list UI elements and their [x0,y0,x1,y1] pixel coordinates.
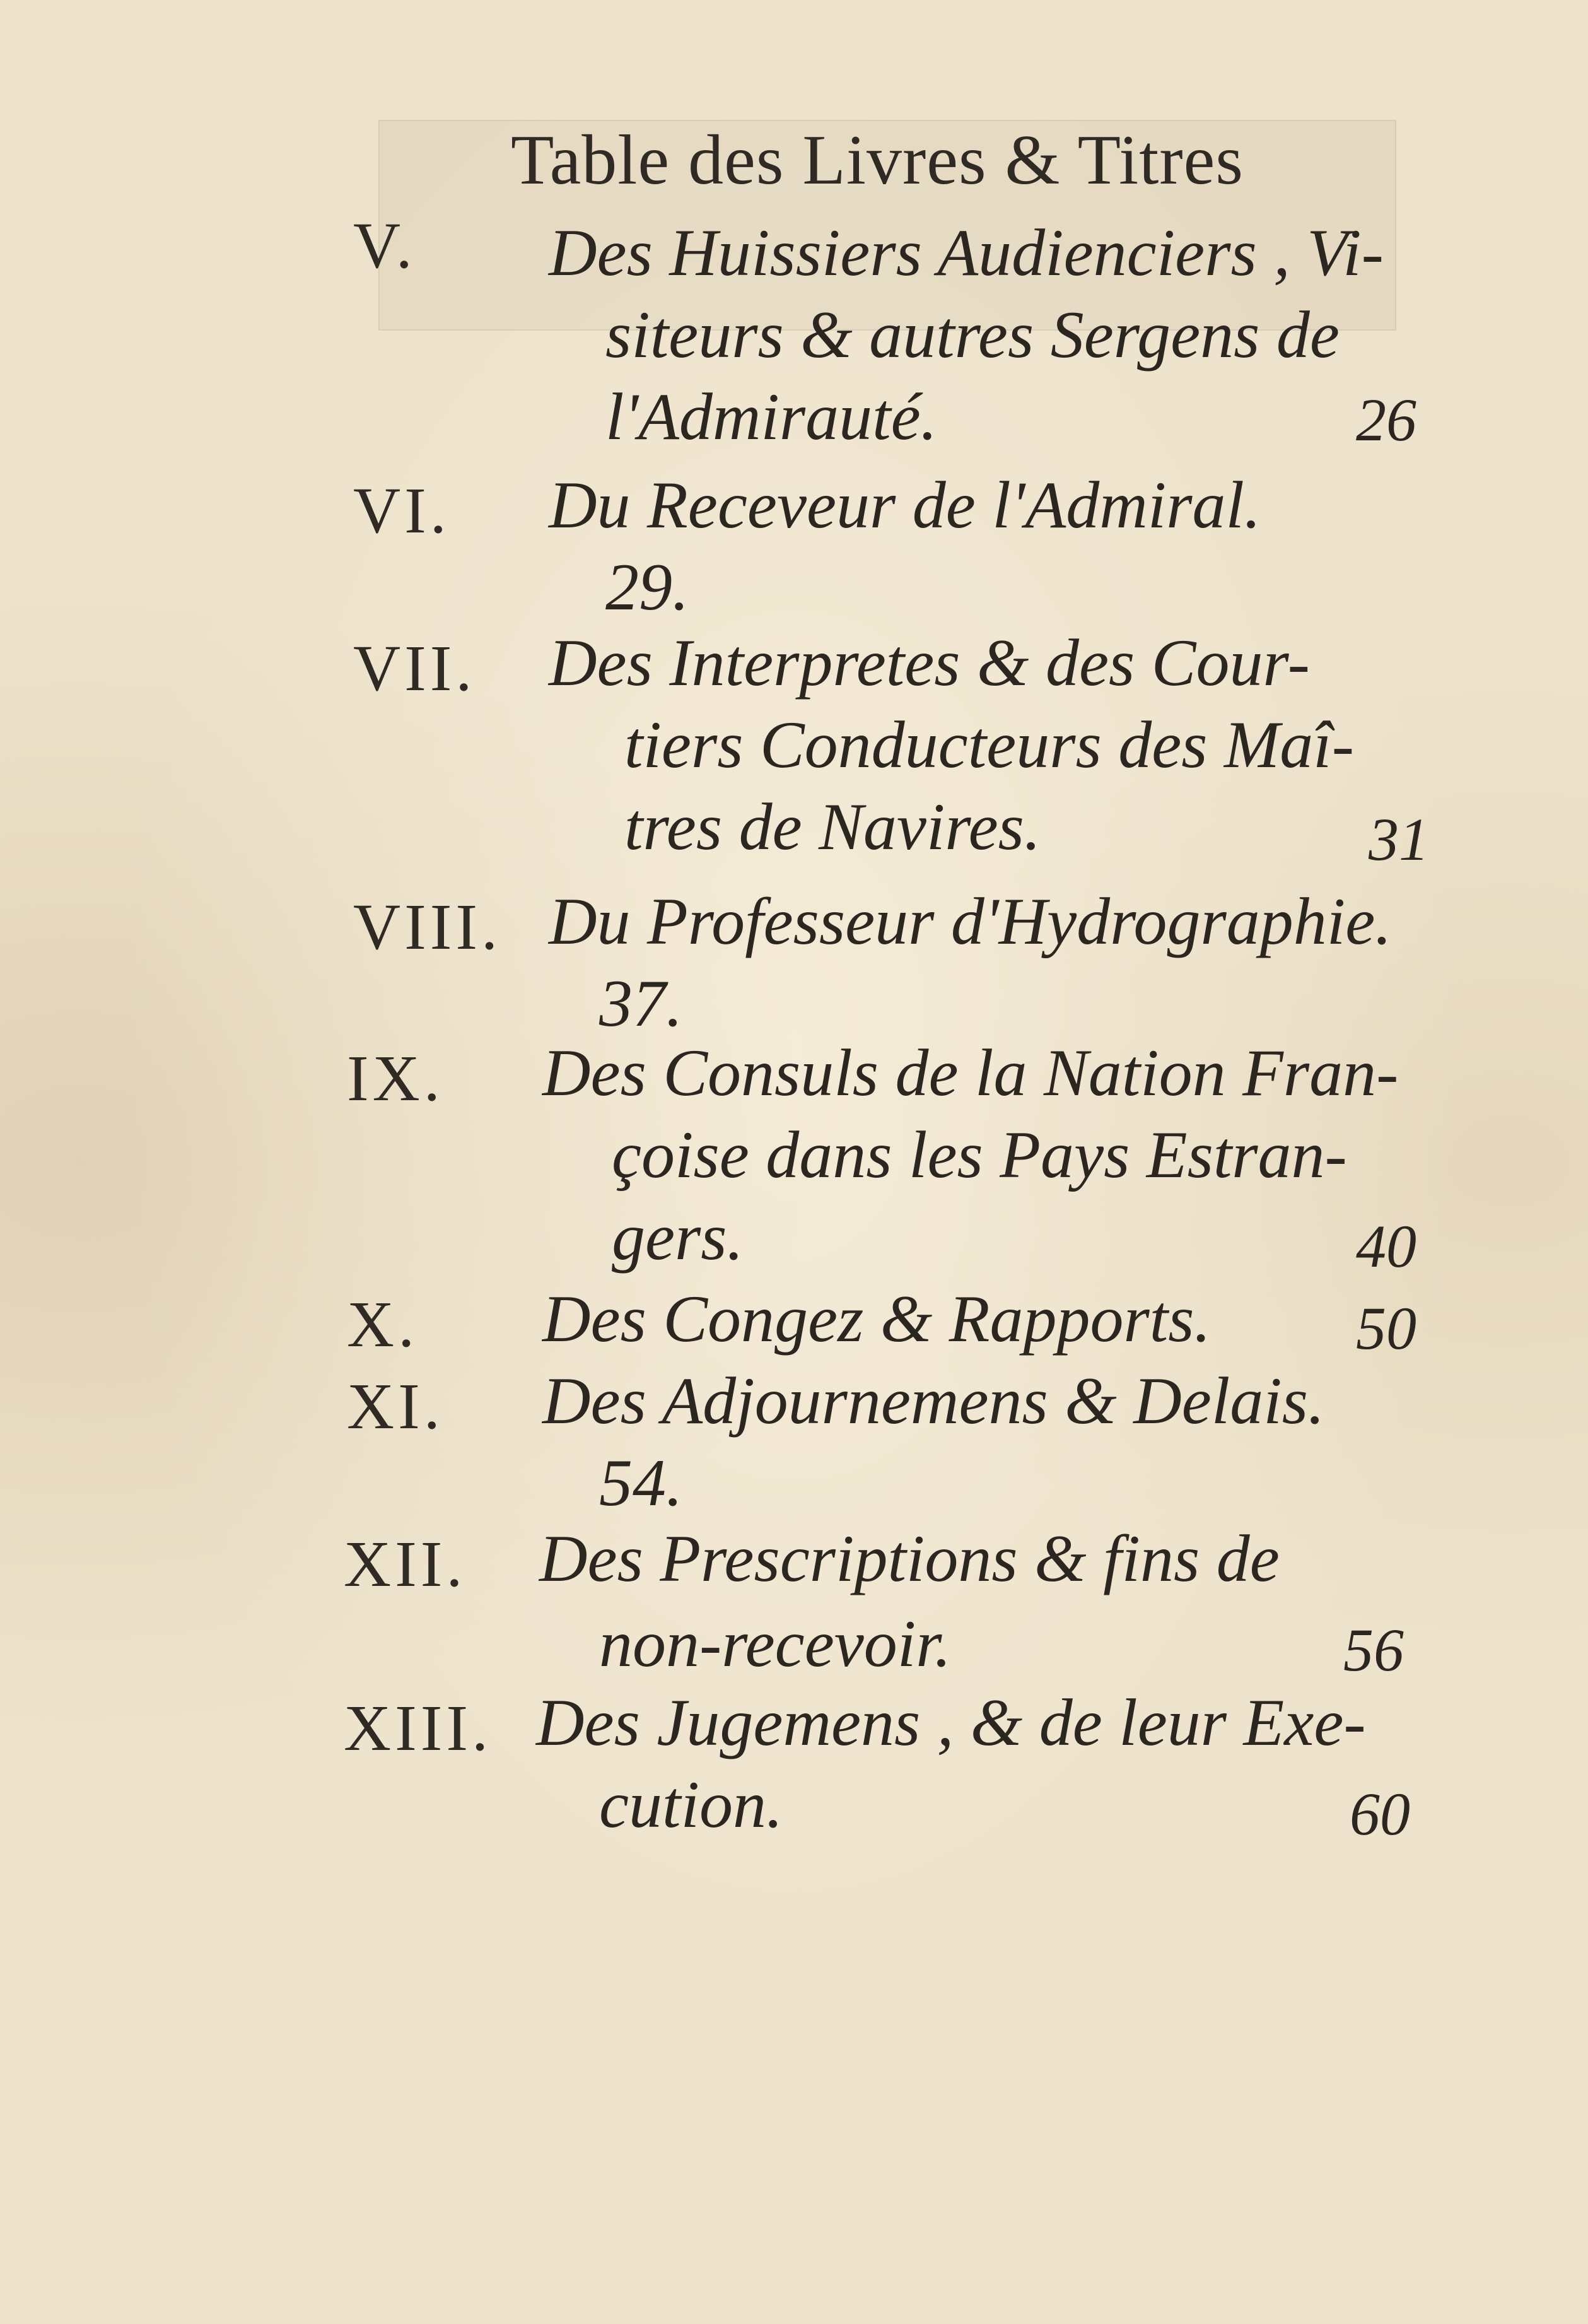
title-text-line: 29. [605,550,689,624]
title-text-line: Du Professeur d'Hydrographie. [549,884,1392,958]
title-text-line: çoise dans les Pays Estran- [612,1118,1347,1192]
title-text-line: Des Prescriptions & fins de [539,1522,1280,1595]
title-numeral: XIII. [344,1692,493,1764]
title-numeral: VIII. [353,891,502,963]
page-number: 56 [1343,1616,1404,1684]
title-text-line: tres de Navires. [624,790,1041,864]
title-text-line: 54. [599,1446,683,1520]
title-text-line: non-recevoir. [599,1607,952,1681]
title-numeral: XII. [344,1528,467,1600]
page-number: 26 [1356,386,1416,454]
title-numeral: XI. [347,1370,444,1443]
title-text-line: Du Receveur de l'Admiral. [549,468,1261,542]
title-text-line: gers. [612,1200,744,1274]
title-text-line: Des Adjournemens & Delais. [542,1364,1325,1438]
title-text-line: tiers Conducteurs des Maî- [624,708,1355,782]
title-text-line: cution. [599,1768,783,1841]
page-number: 31 [1369,806,1429,873]
title-numeral: VI. [353,474,450,547]
title-text-line: Des Jugemens , & de leur Exe- [536,1686,1366,1759]
title-numeral: X. [347,1288,419,1361]
page-number: 50 [1356,1294,1416,1362]
title-text-line: 37. [599,966,683,1040]
title-text-line: Des Huissiers Audienciers , Vi- [549,216,1384,290]
title-text-line: l'Admirauté. [605,380,938,454]
title-numeral: V. [353,209,416,282]
title-text-line: Des Interpretes & des Cour- [549,626,1310,700]
title-numeral: IX. [347,1042,444,1115]
title-text-line: Des Consuls de la Nation Fran- [542,1036,1399,1110]
title-text-line: siteurs & autres Sergens de [605,298,1340,372]
title-text-line: Des Congez & Rapports. [542,1282,1211,1356]
page-number: 60 [1350,1780,1410,1848]
title-numeral: VII. [353,632,476,705]
running-head: Table des Livres & Titres [511,121,1244,199]
page-number: 40 [1356,1212,1416,1280]
